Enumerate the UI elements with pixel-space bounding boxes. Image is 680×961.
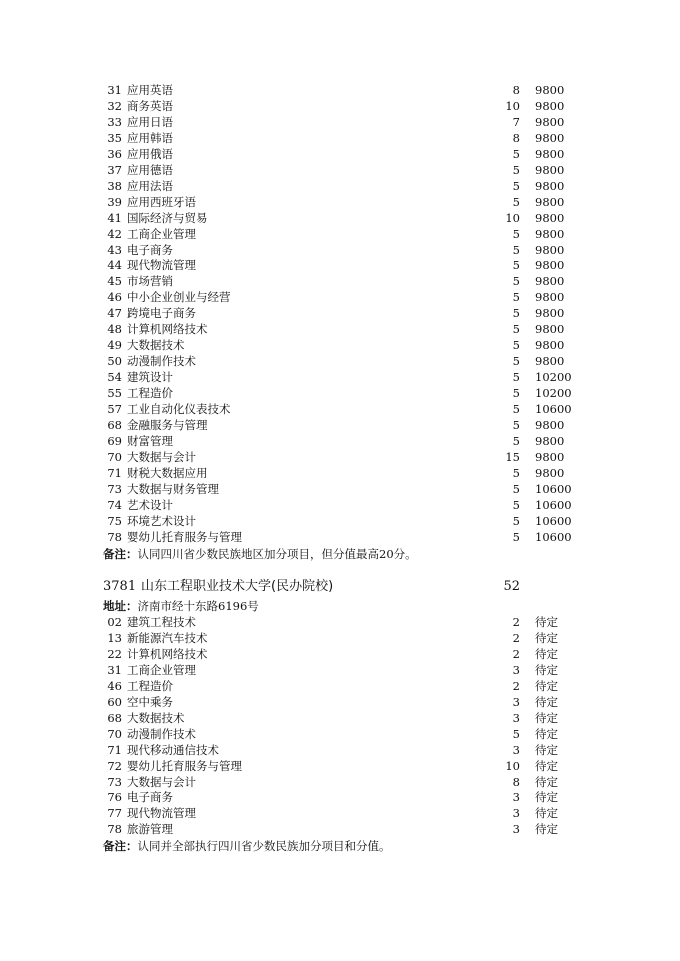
program-name: 现代物流管理 xyxy=(127,806,196,821)
tuition-fee: 9800 xyxy=(535,465,565,480)
program-code: 36 xyxy=(107,146,122,161)
program-name: 电子商务 xyxy=(127,790,173,805)
program-name: 建筑设计 xyxy=(127,370,173,385)
program-table xyxy=(0,83,680,546)
tuition-fee: 9800 xyxy=(535,258,565,273)
table-row xyxy=(0,663,680,679)
tuition-fee: 待定 xyxy=(535,758,558,773)
tuition-fee: 9800 xyxy=(535,306,565,321)
quota-count: 5 xyxy=(512,258,520,273)
remark-text: 认同四川省少数民族地区加分项目，但分值最高20分。 xyxy=(137,546,417,561)
table-row xyxy=(0,466,680,482)
table-row xyxy=(0,195,680,211)
tuition-fee: 10600 xyxy=(535,513,572,528)
tuition-fee: 9800 xyxy=(535,242,565,257)
program-name: 应用德语 xyxy=(127,162,173,177)
tuition-fee: 待定 xyxy=(535,646,558,661)
table-row xyxy=(0,402,680,418)
tuition-fee: 9800 xyxy=(535,146,565,161)
quota-count: 5 xyxy=(512,726,520,741)
program-code: 42 xyxy=(107,226,122,241)
table-row xyxy=(0,211,680,227)
quota-count: 5 xyxy=(512,194,520,209)
remark-label: 备注： xyxy=(103,839,138,854)
tuition-fee: 待定 xyxy=(535,662,558,677)
quota-count: 5 xyxy=(512,465,520,480)
remark-text: 认同并全部执行四川省少数民族加分项目和分值。 xyxy=(137,839,391,854)
remark-line xyxy=(0,546,680,563)
table-row xyxy=(0,711,680,727)
tuition-fee: 10600 xyxy=(535,529,572,544)
tuition-fee: 9800 xyxy=(535,449,565,464)
tuition-fee: 10200 xyxy=(535,386,572,401)
quota-count: 3 xyxy=(512,694,520,709)
tuition-fee: 9800 xyxy=(535,338,565,353)
program-name: 建筑工程技术 xyxy=(127,615,196,629)
program-name: 动漫制作技术 xyxy=(127,354,196,369)
program-code: 73 xyxy=(107,481,122,496)
table-row xyxy=(0,743,680,759)
program-code: 57 xyxy=(107,402,122,417)
quota-count: 5 xyxy=(512,497,520,512)
quota-count: 8 xyxy=(512,130,520,145)
tuition-fee: 9800 xyxy=(535,354,565,369)
table-row xyxy=(0,806,680,822)
program-list-continued xyxy=(0,83,680,563)
table-row xyxy=(0,647,680,663)
tuition-fee: 待定 xyxy=(535,615,558,629)
program-code: 48 xyxy=(107,322,122,337)
program-name: 市场营销 xyxy=(127,274,173,289)
tuition-fee: 10600 xyxy=(535,481,572,496)
program-code: 13 xyxy=(107,630,122,645)
tuition-fee: 10200 xyxy=(535,370,572,385)
quota-count: 5 xyxy=(512,418,520,433)
program-code: 43 xyxy=(107,242,122,257)
school-total-quota: 52 xyxy=(503,579,520,594)
program-name: 应用韩语 xyxy=(127,130,173,145)
program-code: 77 xyxy=(107,806,122,821)
tuition-fee: 9800 xyxy=(535,322,565,337)
program-name: 应用日语 xyxy=(127,114,173,129)
program-name: 现代物流管理 xyxy=(127,258,196,273)
tuition-fee: 9800 xyxy=(535,83,565,97)
table-row xyxy=(0,530,680,546)
program-name: 应用西班牙语 xyxy=(127,194,196,209)
tuition-fee: 待定 xyxy=(535,678,558,693)
program-table xyxy=(0,615,680,838)
program-code: 35 xyxy=(107,130,122,145)
program-code: 78 xyxy=(107,529,122,544)
program-code: 46 xyxy=(107,290,122,305)
program-name: 大数据与会计 xyxy=(127,449,196,464)
program-code: 73 xyxy=(107,774,122,789)
table-row xyxy=(0,727,680,743)
quota-count: 5 xyxy=(512,370,520,385)
tuition-fee: 9800 xyxy=(535,274,565,289)
quota-count: 5 xyxy=(512,146,520,161)
school-code: 3781 xyxy=(103,579,137,594)
table-row xyxy=(0,631,680,647)
table-row xyxy=(0,615,680,631)
quota-count: 5 xyxy=(512,162,520,177)
tuition-fee: 10600 xyxy=(535,497,572,512)
program-name: 大数据与财务管理 xyxy=(127,481,219,496)
school-name: 山东工程职业技术大学(民办院校) xyxy=(141,579,334,594)
quota-count: 2 xyxy=(512,630,520,645)
table-row xyxy=(0,759,680,775)
quota-count: 5 xyxy=(512,338,520,353)
tuition-fee: 待定 xyxy=(535,790,558,805)
tuition-fee: 待定 xyxy=(535,726,558,741)
program-name: 工程造价 xyxy=(127,678,173,693)
tuition-fee: 待定 xyxy=(535,742,558,757)
tuition-fee: 9800 xyxy=(535,433,565,448)
table-row xyxy=(0,370,680,386)
program-name: 大数据与会计 xyxy=(127,774,196,789)
quota-count: 5 xyxy=(512,306,520,321)
program-code: 71 xyxy=(107,742,122,757)
school-header xyxy=(0,577,680,597)
quota-count: 5 xyxy=(512,242,520,257)
quota-count: 5 xyxy=(512,386,520,401)
quota-count: 2 xyxy=(512,646,520,661)
program-name: 应用英语 xyxy=(127,83,173,97)
table-row xyxy=(0,147,680,163)
table-row xyxy=(0,243,680,259)
quota-count: 5 xyxy=(512,322,520,337)
table-row xyxy=(0,290,680,306)
address-label: 地址： xyxy=(103,599,138,613)
program-name: 婴幼儿托育服务与管理 xyxy=(127,529,242,544)
program-code: 22 xyxy=(107,646,122,661)
program-name: 工商企业管理 xyxy=(127,226,196,241)
table-row xyxy=(0,179,680,195)
program-name: 电子商务 xyxy=(127,242,173,257)
program-code: 72 xyxy=(107,758,122,773)
program-name: 计算机网络技术 xyxy=(127,646,208,661)
table-row xyxy=(0,482,680,498)
program-name: 空中乘务 xyxy=(127,694,173,709)
table-row xyxy=(0,514,680,530)
program-code: 70 xyxy=(107,726,122,741)
remark-line xyxy=(0,838,680,855)
table-row xyxy=(0,498,680,514)
program-name: 大数据技术 xyxy=(127,338,185,353)
program-code: 76 xyxy=(107,790,122,805)
program-code: 60 xyxy=(107,694,122,709)
table-row xyxy=(0,258,680,274)
quota-count: 5 xyxy=(512,274,520,289)
tuition-fee: 9800 xyxy=(535,162,565,177)
quota-count: 8 xyxy=(512,774,520,789)
tuition-fee: 待定 xyxy=(535,822,558,837)
tuition-fee: 待定 xyxy=(535,774,558,789)
table-row xyxy=(0,822,680,838)
program-code: 41 xyxy=(107,210,122,225)
tuition-fee: 待定 xyxy=(535,694,558,709)
program-code: 55 xyxy=(107,386,122,401)
program-code: 32 xyxy=(107,98,122,113)
quota-count: 5 xyxy=(512,529,520,544)
quota-count: 5 xyxy=(512,290,520,305)
table-row xyxy=(0,131,680,147)
program-code: 33 xyxy=(107,114,122,129)
program-code: 47 xyxy=(107,306,122,321)
tuition-fee: 待定 xyxy=(535,710,558,725)
table-row xyxy=(0,99,680,115)
quota-count: 2 xyxy=(512,615,520,629)
quota-count: 3 xyxy=(512,790,520,805)
quota-count: 5 xyxy=(512,402,520,417)
table-row xyxy=(0,163,680,179)
program-code: 37 xyxy=(107,162,122,177)
tuition-fee: 9800 xyxy=(535,114,565,129)
tuition-fee: 9800 xyxy=(535,210,565,225)
program-name: 应用俄语 xyxy=(127,146,173,161)
program-name: 艺术设计 xyxy=(127,497,173,512)
tuition-fee: 9800 xyxy=(535,226,565,241)
tuition-fee: 10600 xyxy=(535,402,572,417)
tuition-fee: 待定 xyxy=(535,630,558,645)
program-name: 财税大数据应用 xyxy=(127,465,208,480)
quota-count: 5 xyxy=(512,178,520,193)
quota-count: 3 xyxy=(512,662,520,677)
program-name: 工程造价 xyxy=(127,386,173,401)
table-row xyxy=(0,434,680,450)
program-code: 38 xyxy=(107,178,122,193)
program-name: 新能源汽车技术 xyxy=(127,630,208,645)
program-name: 金融服务与管理 xyxy=(127,418,208,433)
quota-count: 3 xyxy=(512,742,520,757)
tuition-fee: 9800 xyxy=(535,418,565,433)
tuition-fee: 9800 xyxy=(535,194,565,209)
program-code: 39 xyxy=(107,194,122,209)
program-name: 计算机网络技术 xyxy=(127,322,208,337)
program-name: 财富管理 xyxy=(127,433,173,448)
school-section xyxy=(0,577,680,855)
program-code: 78 xyxy=(107,822,122,837)
tuition-fee: 9800 xyxy=(535,290,565,305)
quota-count: 8 xyxy=(512,83,520,97)
table-row xyxy=(0,338,680,354)
program-code: 49 xyxy=(107,338,122,353)
program-code: 75 xyxy=(107,513,122,528)
program-code: 02 xyxy=(107,615,122,629)
address-text: 济南市经十东路6196号 xyxy=(137,599,259,613)
program-code: 70 xyxy=(107,449,122,464)
tuition-fee: 9800 xyxy=(535,98,565,113)
table-row xyxy=(0,418,680,434)
program-code: 54 xyxy=(107,370,122,385)
table-row xyxy=(0,790,680,806)
program-name: 跨境电子商务 xyxy=(127,306,196,321)
tuition-fee: 9800 xyxy=(535,178,565,193)
program-name: 现代移动通信技术 xyxy=(127,742,219,757)
quota-count: 3 xyxy=(512,710,520,725)
table-row xyxy=(0,83,680,99)
program-code: 69 xyxy=(107,433,122,448)
quota-count: 5 xyxy=(512,481,520,496)
table-row xyxy=(0,354,680,370)
quota-count: 10 xyxy=(505,210,520,225)
quota-count: 10 xyxy=(505,758,520,773)
program-name: 工业自动化仪表技术 xyxy=(127,402,231,417)
quota-count: 3 xyxy=(512,822,520,837)
program-name: 婴幼儿托育服务与管理 xyxy=(127,758,242,773)
program-code: 71 xyxy=(107,465,122,480)
program-name: 工商企业管理 xyxy=(127,662,196,677)
table-row xyxy=(0,322,680,338)
quota-count: 5 xyxy=(512,226,520,241)
program-code: 31 xyxy=(107,662,122,677)
program-name: 动漫制作技术 xyxy=(127,726,196,741)
program-name: 环境艺术设计 xyxy=(127,513,196,528)
quota-count: 5 xyxy=(512,354,520,369)
program-code: 68 xyxy=(107,418,122,433)
program-name: 旅游管理 xyxy=(127,822,173,837)
table-row xyxy=(0,115,680,131)
quota-count: 5 xyxy=(512,513,520,528)
quota-count: 7 xyxy=(512,114,520,129)
program-code: 44 xyxy=(107,258,122,273)
program-code: 68 xyxy=(107,710,122,725)
table-row xyxy=(0,679,680,695)
program-name: 大数据技术 xyxy=(127,710,185,725)
program-name: 国际经济与贸易 xyxy=(127,210,208,225)
table-row xyxy=(0,274,680,290)
school-address xyxy=(0,597,680,615)
program-code: 46 xyxy=(107,678,122,693)
remark-label: 备注： xyxy=(103,546,138,561)
table-row xyxy=(0,695,680,711)
quota-count: 10 xyxy=(505,98,520,113)
quota-count: 2 xyxy=(512,678,520,693)
program-name: 应用法语 xyxy=(127,178,173,193)
program-code: 31 xyxy=(107,83,122,97)
program-code: 74 xyxy=(107,497,122,512)
program-name: 中小企业创业与经营 xyxy=(127,290,231,305)
table-row xyxy=(0,386,680,402)
quota-count: 3 xyxy=(512,806,520,821)
table-row xyxy=(0,450,680,466)
table-row xyxy=(0,775,680,791)
table-row xyxy=(0,306,680,322)
table-row xyxy=(0,227,680,243)
quota-count: 5 xyxy=(512,433,520,448)
quota-count: 15 xyxy=(505,449,520,464)
program-name: 商务英语 xyxy=(127,98,173,113)
program-code: 50 xyxy=(107,354,122,369)
tuition-fee: 待定 xyxy=(535,806,558,821)
tuition-fee: 9800 xyxy=(535,130,565,145)
program-code: 45 xyxy=(107,274,122,289)
